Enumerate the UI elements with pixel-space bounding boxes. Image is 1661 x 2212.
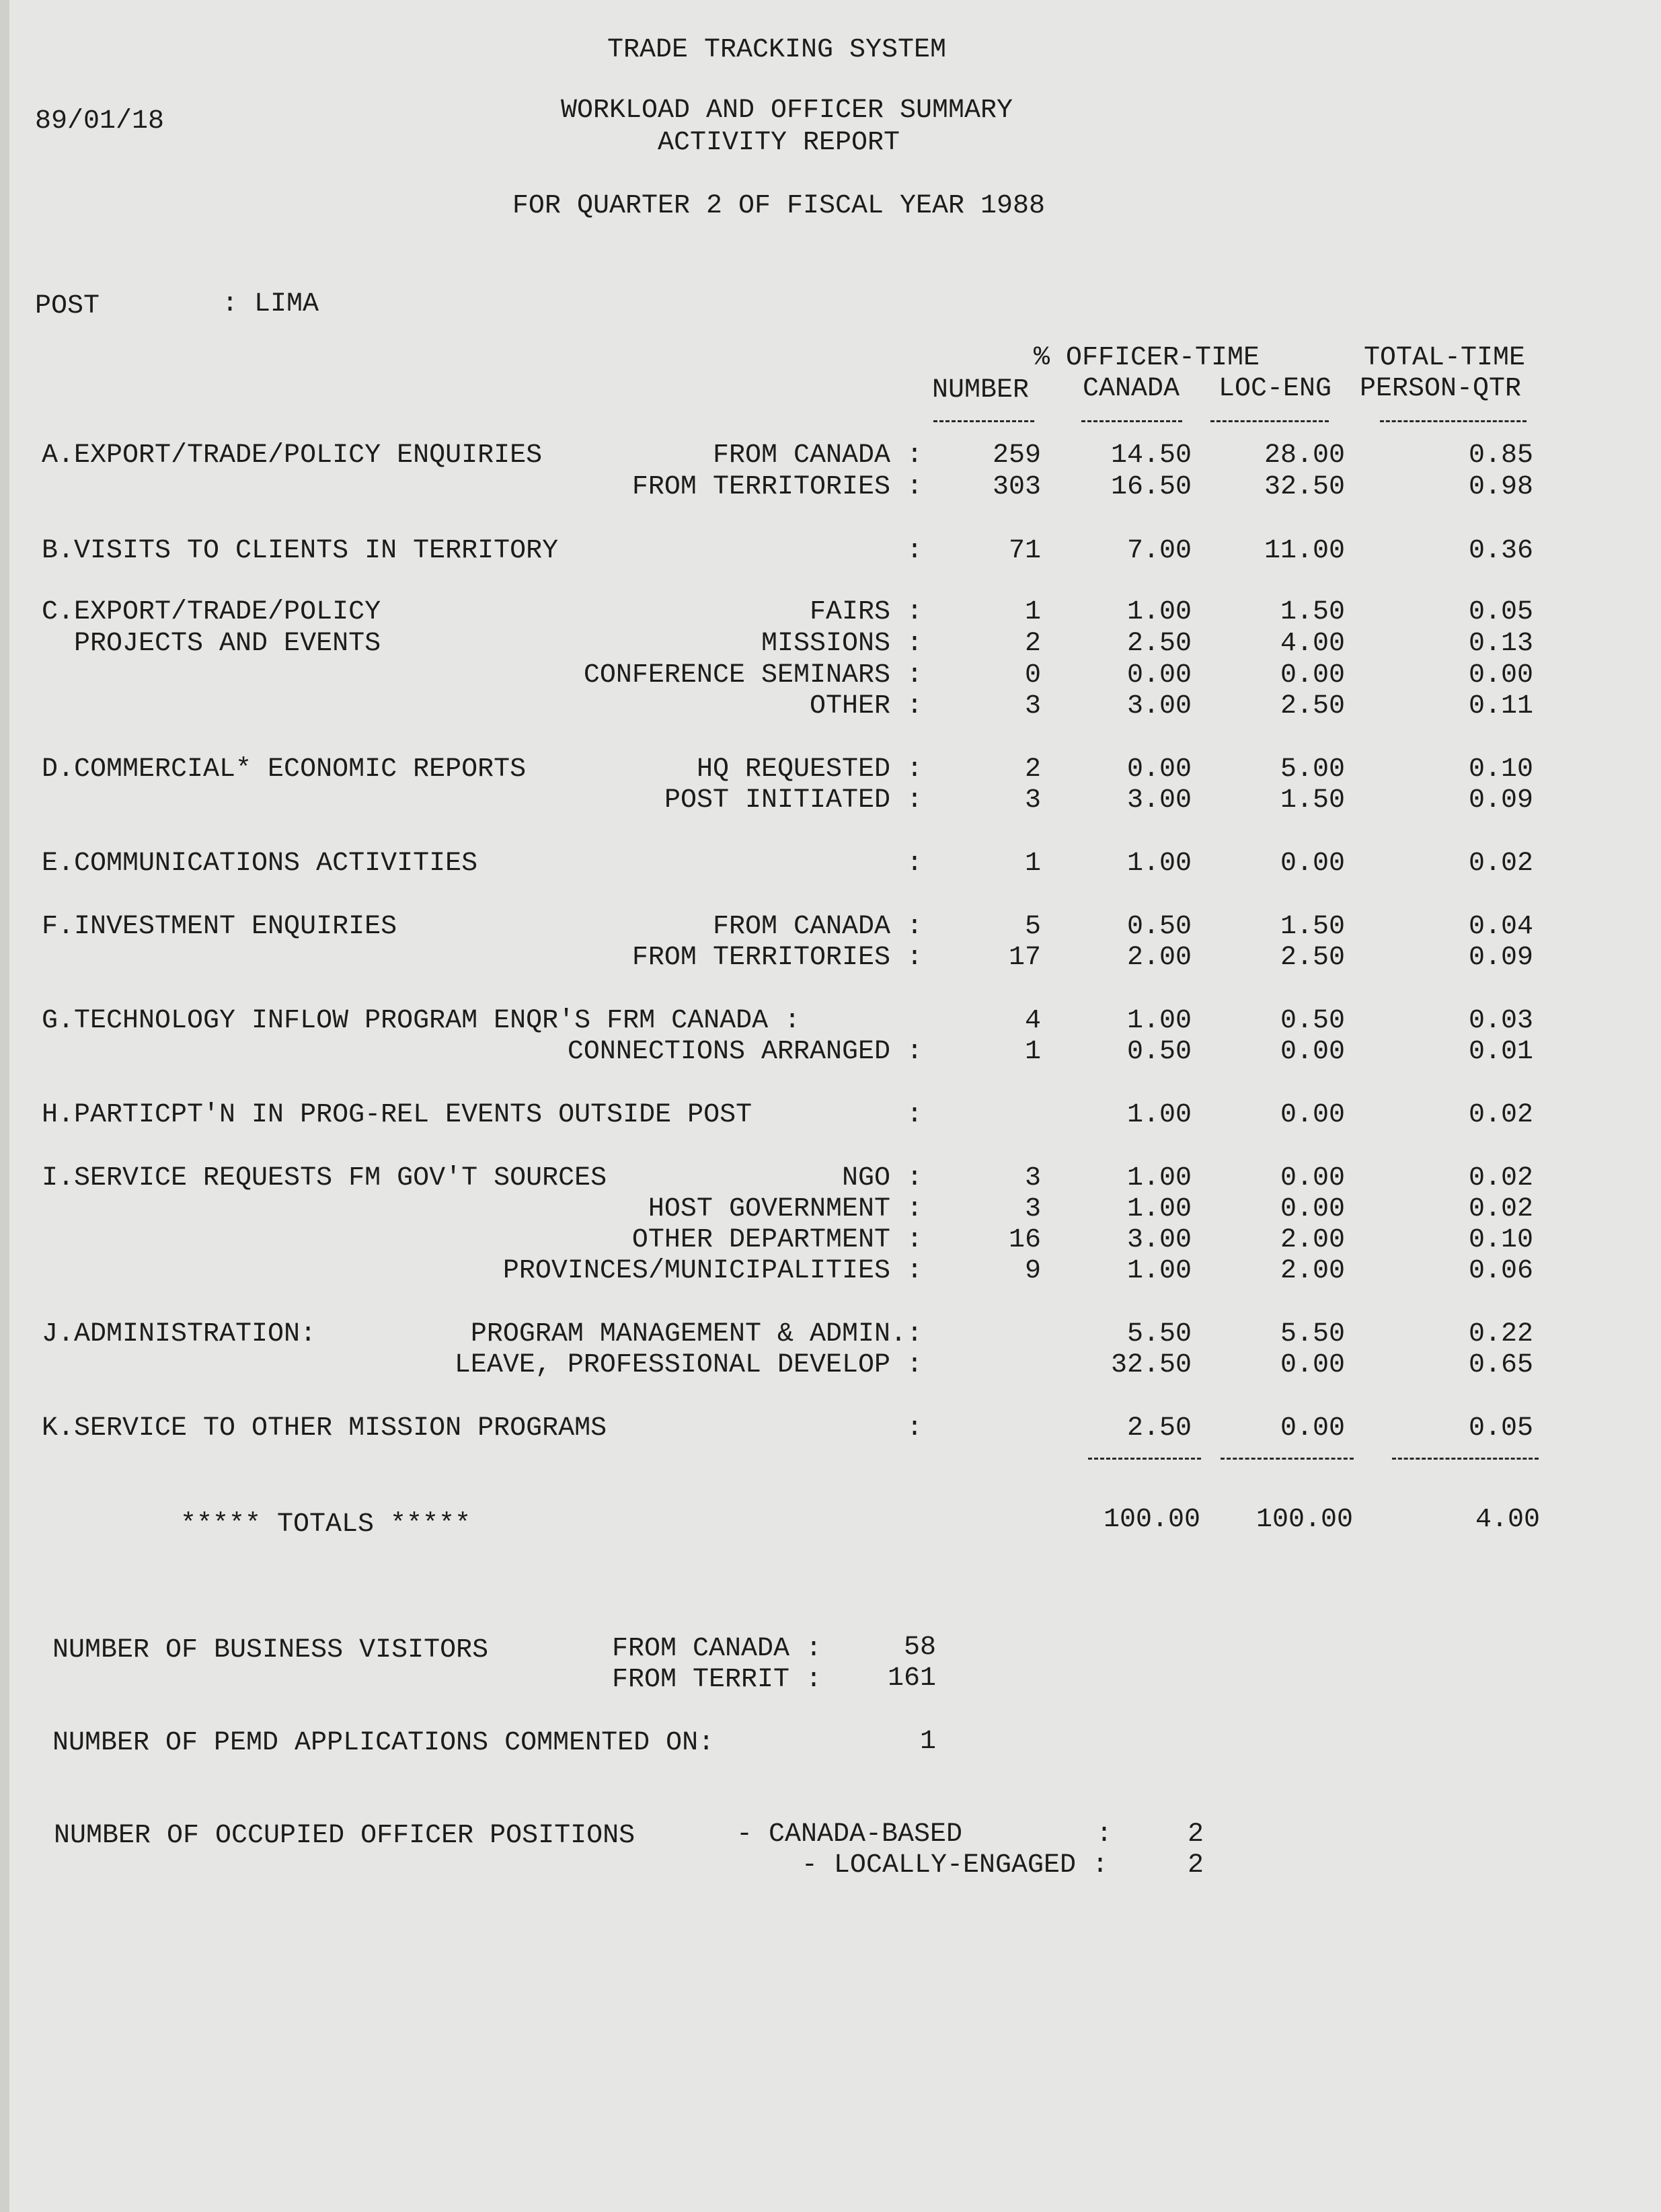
- row-number: 9: [1024, 1256, 1041, 1286]
- pemd-applications-label: NUMBER OF PEMD APPLICATIONS COMMENTED ON:: [52, 1728, 715, 1758]
- row-category: B.VISITS TO CLIENTS IN TERRITORY: [42, 536, 559, 566]
- row-subcategory: FAIRS :: [809, 597, 923, 627]
- row-canada-pct: 0.50: [1126, 912, 1192, 942]
- row-loceng-pct: 28.00: [1264, 440, 1345, 471]
- row-category: E.COMMUNICATIONS ACTIVITIES: [42, 848, 478, 879]
- post-value: : LIMA: [222, 289, 319, 319]
- row-category: C.EXPORT/TRADE/POLICY: [42, 597, 381, 627]
- col-loceng-rule: [1210, 420, 1329, 422]
- page-edge-shadow: [0, 0, 9, 2212]
- row-canada-pct: 3.00: [1126, 785, 1192, 816]
- row-category: J.ADMINISTRATION:: [42, 1319, 317, 1349]
- row-canada-pct: 1.00: [1126, 597, 1192, 627]
- row-number: 2: [1024, 754, 1041, 785]
- row-canada-pct: 2.50: [1126, 1413, 1192, 1444]
- row-subcategory: HQ REQUESTED :: [696, 754, 923, 785]
- totals-loceng-rule: [1221, 1458, 1354, 1460]
- row-loceng-pct: 0.50: [1280, 1006, 1345, 1036]
- row-loceng-pct: 1.50: [1280, 912, 1345, 942]
- row-number: 2: [1024, 629, 1041, 659]
- row-person-qtr: 0.03: [1468, 1006, 1533, 1036]
- row-canada-pct: 32.50: [1110, 1350, 1192, 1380]
- row-number: 1: [1024, 1037, 1041, 1067]
- report-date: 89/01/18: [35, 106, 165, 136]
- col-group-officer-time: % OFFICER-TIME: [1033, 343, 1260, 373]
- row-person-qtr: 0.98: [1468, 472, 1533, 502]
- row-loceng-pct: 4.00: [1280, 629, 1345, 659]
- row-loceng-pct: 2.50: [1280, 691, 1345, 721]
- row-loceng-pct: 2.50: [1280, 943, 1345, 973]
- row-number: 17: [1008, 943, 1041, 973]
- row-category: H.PARTICPT'N IN PROG-REL EVENTS OUTSIDE POST: [42, 1100, 752, 1130]
- officer-positions-label: NUMBER OF OCCUPIED OFFICER POSITIONS: [54, 1821, 635, 1851]
- col-group-total-time: TOTAL-TIME: [1363, 343, 1526, 373]
- row-subcategory: FROM TERRITORIES :: [631, 943, 923, 973]
- report-period: FOR QUARTER 2 OF FISCAL YEAR 1988: [512, 191, 1046, 221]
- row-canada-pct: 1.00: [1126, 1006, 1192, 1036]
- row-subcategory: FROM CANADA :: [712, 912, 923, 942]
- row-number: 3: [1024, 1163, 1041, 1193]
- row-number: 3: [1024, 691, 1041, 721]
- row-subcategory: :: [906, 536, 923, 566]
- row-person-qtr: 0.36: [1468, 536, 1533, 566]
- business-visitors-canada-label: FROM CANADA :: [611, 1634, 822, 1664]
- row-subcategory: OTHER :: [809, 691, 923, 721]
- row-category: I.SERVICE REQUESTS FM GOV'T SOURCES: [42, 1163, 607, 1193]
- row-canada-pct: 2.00: [1126, 943, 1192, 973]
- locally-engaged-label: - LOCALLY-ENGAGED :: [801, 1850, 1108, 1881]
- totals-canada: 100.00: [1103, 1505, 1200, 1535]
- row-category: G.TECHNOLOGY INFLOW PROGRAM ENQR'S FRM CANADA :: [42, 1006, 801, 1036]
- row-person-qtr: 0.02: [1468, 1163, 1533, 1193]
- row-loceng-pct: 0.00: [1280, 1350, 1345, 1380]
- row-number: 3: [1024, 1194, 1041, 1224]
- report-title-line-2: ACTIVITY REPORT: [657, 128, 900, 158]
- row-number: 71: [1008, 536, 1041, 566]
- row-canada-pct: 16.50: [1110, 472, 1192, 502]
- canada-based-value: 2: [1187, 1819, 1204, 1850]
- row-canada-pct: 0.00: [1126, 660, 1192, 690]
- row-loceng-pct: 2.00: [1280, 1225, 1345, 1255]
- row-category: F.INVESTMENT ENQUIRIES: [42, 912, 397, 942]
- row-loceng-pct: 0.00: [1280, 1100, 1345, 1130]
- row-person-qtr: 0.85: [1468, 440, 1533, 471]
- business-visitors-territ-value: 161: [887, 1663, 936, 1694]
- row-person-qtr: 0.22: [1468, 1319, 1533, 1349]
- row-loceng-pct: 1.50: [1280, 785, 1345, 816]
- row-person-qtr: 0.10: [1468, 1225, 1533, 1255]
- row-number: 1: [1024, 848, 1041, 879]
- system-title: TRADE TRACKING SYSTEM: [607, 35, 947, 65]
- row-loceng-pct: 5.50: [1280, 1319, 1345, 1349]
- row-category: K.SERVICE TO OTHER MISSION PROGRAMS: [42, 1413, 607, 1444]
- totals-personqtr-rule: [1392, 1458, 1539, 1460]
- totals-loc-eng: 100.00: [1256, 1505, 1353, 1535]
- row-subcategory: PROVINCES/MUNICIPALITIES :: [502, 1256, 923, 1286]
- row-canada-pct: 1.00: [1126, 1256, 1192, 1286]
- row-canada-pct: 7.00: [1126, 536, 1192, 566]
- row-subcategory: HOST GOVERNMENT :: [648, 1194, 923, 1224]
- totals-canada-rule: [1088, 1458, 1201, 1460]
- row-subcategory: CONFERENCE SEMINARS :: [583, 660, 923, 690]
- row-canada-pct: 1.00: [1126, 1100, 1192, 1130]
- row-person-qtr: 0.09: [1468, 943, 1533, 973]
- row-person-qtr: 0.02: [1468, 1194, 1533, 1224]
- row-person-qtr: 0.05: [1468, 1413, 1533, 1444]
- report-title-line-1: WORKLOAD AND OFFICER SUMMARY: [560, 95, 1013, 126]
- row-canada-pct: 5.50: [1126, 1319, 1192, 1349]
- row-number: 0: [1024, 660, 1041, 690]
- row-subcategory: PROGRAM MANAGEMENT & ADMIN.:: [470, 1319, 923, 1349]
- canada-based-label: - CANADA-BASED: [736, 1819, 963, 1850]
- row-person-qtr: 0.01: [1468, 1037, 1533, 1067]
- col-personqtr-rule: [1380, 420, 1527, 422]
- row-loceng-pct: 0.00: [1280, 848, 1345, 879]
- row-person-qtr: 0.10: [1468, 754, 1533, 785]
- row-loceng-pct: 32.50: [1264, 472, 1345, 502]
- row-subcategory: :: [906, 1413, 923, 1444]
- row-loceng-pct: 1.50: [1280, 597, 1345, 627]
- row-canada-pct: 3.00: [1126, 691, 1192, 721]
- row-person-qtr: 0.04: [1468, 912, 1533, 942]
- row-number: 259: [992, 440, 1041, 471]
- row-person-qtr: 0.06: [1468, 1256, 1533, 1286]
- row-subcategory: MISSIONS :: [761, 629, 923, 659]
- row-number: 3: [1024, 785, 1041, 816]
- business-visitors-territ-label: FROM TERRIT :: [611, 1665, 822, 1695]
- row-loceng-pct: 5.00: [1280, 754, 1345, 785]
- row-loceng-pct: 2.00: [1280, 1256, 1345, 1286]
- col-canada-rule: [1081, 420, 1182, 422]
- row-number: 5: [1024, 912, 1041, 942]
- row-person-qtr: 0.00: [1468, 660, 1533, 690]
- row-canada-pct: 1.00: [1126, 1194, 1192, 1224]
- col-canada: CANADA: [1082, 374, 1180, 404]
- col-person-qtr: PERSON-QTR: [1359, 374, 1522, 404]
- row-canada-pct: 1.00: [1126, 1163, 1192, 1193]
- row-number: 4: [1024, 1006, 1041, 1036]
- col-loc-eng: LOC-ENG: [1218, 374, 1332, 404]
- totals-person-qtr: 4.00: [1475, 1505, 1540, 1535]
- row-canada-pct: 3.00: [1126, 1225, 1192, 1255]
- row-canada-pct: 0.50: [1126, 1037, 1192, 1067]
- col-number: NUMBER: [931, 375, 1030, 405]
- canada-based-colon: :: [1096, 1819, 1113, 1850]
- row-loceng-pct: 0.00: [1280, 660, 1345, 690]
- row-number: 16: [1008, 1225, 1041, 1255]
- row-number: 1: [1024, 597, 1041, 627]
- totals-label: ***** TOTALS *****: [180, 1509, 471, 1540]
- business-visitors-canada-value: 58: [903, 1632, 936, 1663]
- row-person-qtr: 0.11: [1468, 691, 1533, 721]
- row-number: 303: [992, 472, 1041, 502]
- row-category: A.EXPORT/TRADE/POLICY ENQUIRIES: [42, 440, 543, 471]
- row-subcategory: OTHER DEPARTMENT :: [631, 1225, 923, 1255]
- row-loceng-pct: 0.00: [1280, 1413, 1345, 1444]
- row-subcategory: NGO :: [841, 1163, 923, 1193]
- row-person-qtr: 0.02: [1468, 1100, 1533, 1130]
- post-label: POST: [35, 291, 100, 321]
- row-category: D.COMMERCIAL* ECONOMIC REPORTS: [42, 754, 527, 785]
- row-loceng-pct: 0.00: [1280, 1163, 1345, 1193]
- locally-engaged-value: 2: [1187, 1850, 1204, 1881]
- row-canada-pct: 2.50: [1126, 629, 1192, 659]
- row-canada-pct: 0.00: [1126, 754, 1192, 785]
- row-subcategory: FROM TERRITORIES :: [631, 472, 923, 502]
- row-loceng-pct: 11.00: [1264, 536, 1345, 566]
- row-loceng-pct: 0.00: [1280, 1037, 1345, 1067]
- row-subcategory: POST INITIATED :: [664, 785, 923, 816]
- row-canada-pct: 14.50: [1110, 440, 1192, 471]
- row-person-qtr: 0.02: [1468, 848, 1533, 879]
- row-subcategory: CONNECTIONS ARRANGED :: [567, 1037, 923, 1067]
- col-number-rule: [933, 420, 1034, 422]
- row-subcategory: LEAVE, PROFESSIONAL DEVELOP :: [454, 1350, 923, 1380]
- row-subcategory: FROM CANADA :: [712, 440, 923, 471]
- pemd-applications-value: 1: [919, 1727, 936, 1757]
- row-subcategory: :: [906, 848, 923, 879]
- row-person-qtr: 0.05: [1468, 597, 1533, 627]
- row-category: PROJECTS AND EVENTS: [42, 629, 381, 659]
- business-visitors-label: NUMBER OF BUSINESS VISITORS: [52, 1635, 489, 1665]
- row-person-qtr: 0.65: [1468, 1350, 1533, 1380]
- row-person-qtr: 0.09: [1468, 785, 1533, 816]
- row-subcategory: :: [906, 1100, 923, 1130]
- row-loceng-pct: 0.00: [1280, 1194, 1345, 1224]
- row-person-qtr: 0.13: [1468, 629, 1533, 659]
- row-canada-pct: 1.00: [1126, 848, 1192, 879]
